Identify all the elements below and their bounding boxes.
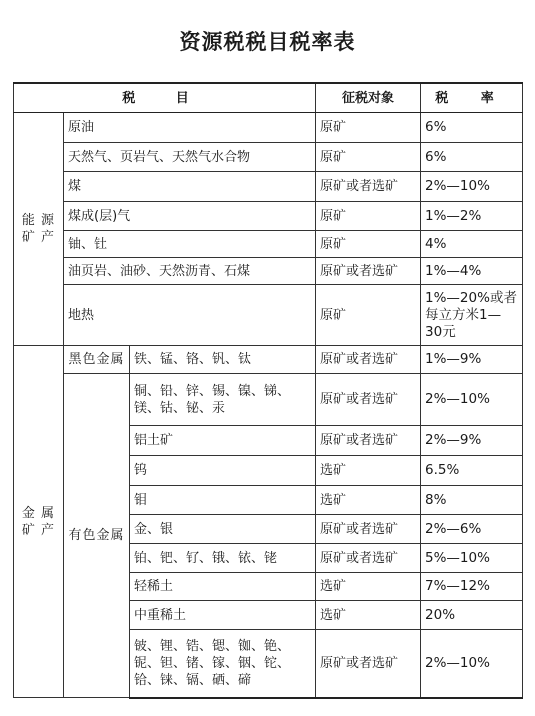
rate-cell: 2%—10% <box>421 172 523 202</box>
rate-cell: 20% <box>421 601 523 630</box>
object-cell: 选矿 <box>316 456 421 486</box>
item-cell: 铀、钍 <box>64 231 316 258</box>
rate-cell: 4% <box>421 231 523 258</box>
category-metal-minerals: 金 属 矿 产 <box>14 346 64 698</box>
item-cell: 铍、锂、锆、锶、铷、铯、铌、钽、锗、镓、铟、铊、铪、铼、镉、硒、碲 <box>130 630 316 698</box>
object-cell: 原矿 <box>316 143 421 172</box>
rate-cell: 1%—4% <box>421 258 523 285</box>
tax-rate-table <box>13 82 523 699</box>
rate-cell: 6.5% <box>421 456 523 486</box>
item-cell: 钼 <box>130 486 316 515</box>
object-cell: 原矿或者选矿 <box>316 374 421 426</box>
rate-cell: 2%—6% <box>421 515 523 544</box>
rate-cell: 2%—10% <box>421 630 523 698</box>
rate-cell: 1%—20%或者每立方米1—30元 <box>421 285 523 346</box>
header-item: 税 目 <box>14 83 316 113</box>
object-cell: 选矿 <box>316 601 421 630</box>
object-cell: 原矿或者选矿 <box>316 544 421 573</box>
rate-cell: 8% <box>421 486 523 515</box>
object-cell: 选矿 <box>316 573 421 601</box>
rate-cell: 6% <box>421 143 523 172</box>
object-cell: 原矿或者选矿 <box>316 426 421 456</box>
item-cell: 轻稀土 <box>130 573 316 601</box>
rate-cell: 5%—10% <box>421 544 523 573</box>
subcategory-ferrous-metals: 黑色金属 <box>64 346 130 374</box>
item-cell: 钨 <box>130 456 316 486</box>
object-cell: 原矿 <box>316 285 421 346</box>
page-title: 资源税税目税率表 <box>179 29 356 54</box>
item-cell: 金、银 <box>130 515 316 544</box>
item-cell: 油页岩、油砂、天然沥青、石煤 <box>64 258 316 285</box>
rate-cell: 1%—2% <box>421 202 523 231</box>
object-cell: 原矿 <box>316 231 421 258</box>
header-object: 征税对象 <box>316 83 421 113</box>
item-cell: 煤成(层)气 <box>64 202 316 231</box>
item-cell: 铜、铅、锌、锡、镍、锑、镁、钴、铋、汞 <box>130 374 316 426</box>
rate-cell: 7%—12% <box>421 573 523 601</box>
item-cell: 煤 <box>64 172 316 202</box>
object-cell: 原矿或者选矿 <box>316 515 421 544</box>
rate-cell: 6% <box>421 113 523 143</box>
object-cell: 原矿 <box>316 202 421 231</box>
item-cell: 铁、锰、铬、钒、钛 <box>130 346 316 374</box>
item-cell: 铝土矿 <box>130 426 316 456</box>
object-cell: 原矿或者选矿 <box>316 172 421 202</box>
rate-cell: 2%—9% <box>421 426 523 456</box>
object-cell: 原矿或者选矿 <box>316 346 421 374</box>
object-cell: 原矿或者选矿 <box>316 258 421 285</box>
item-cell: 地热 <box>64 285 316 346</box>
rate-cell: 1%—9% <box>421 346 523 374</box>
item-cell: 原油 <box>64 113 316 143</box>
item-cell: 中重稀土 <box>130 601 316 630</box>
header-rate: 税 率 <box>421 83 523 113</box>
object-cell: 原矿或者选矿 <box>316 630 421 698</box>
item-cell: 铂、钯、钌、锇、铱、铑 <box>130 544 316 573</box>
item-cell: 天然气、页岩气、天然气水合物 <box>64 143 316 172</box>
category-energy-minerals: 能 源 矿 产 <box>14 113 64 346</box>
rate-cell: 2%—10% <box>421 374 523 426</box>
object-cell: 原矿 <box>316 113 421 143</box>
object-cell: 选矿 <box>316 486 421 515</box>
subcategory-nonferrous-metals: 有色金属 <box>64 374 130 698</box>
